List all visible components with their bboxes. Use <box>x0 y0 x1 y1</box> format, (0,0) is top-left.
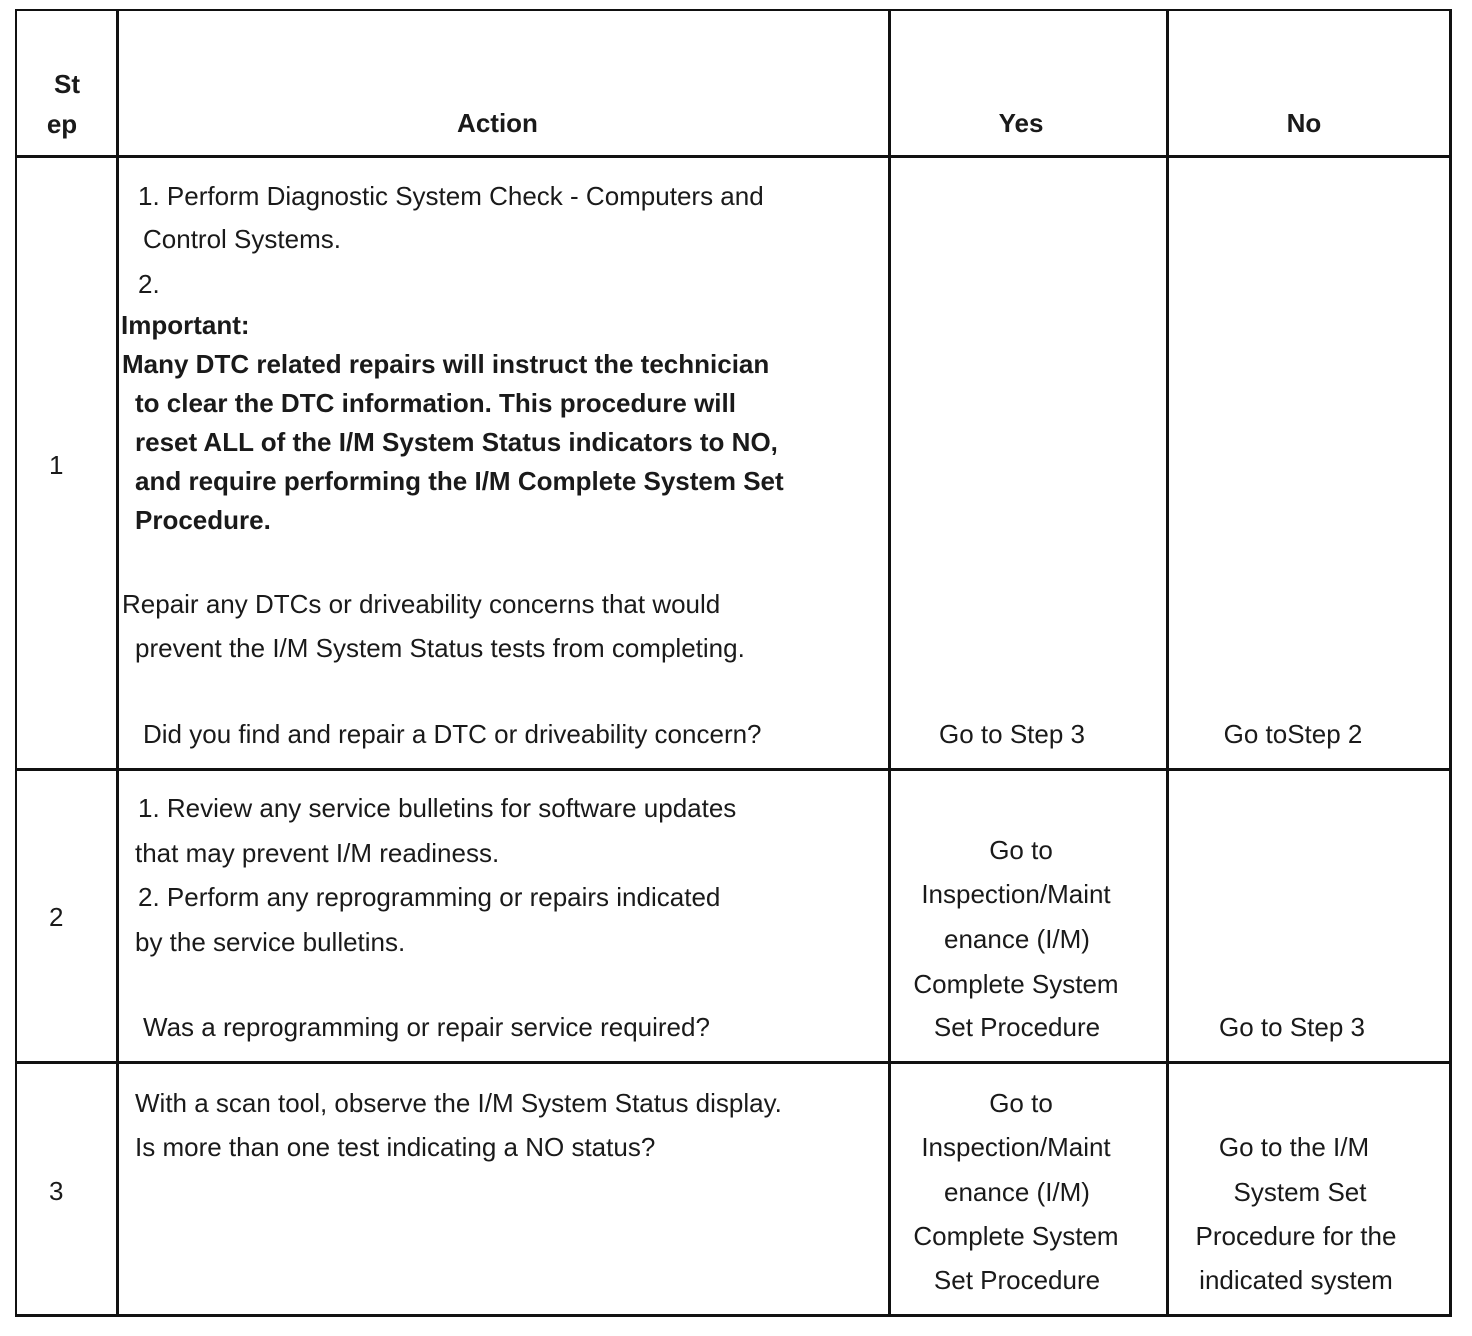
row1-action-item1: 1. Perform Diagnostic System Check - Computers and <box>138 181 764 211</box>
row3-yes-line3: enance (I/M) <box>944 1177 1090 1207</box>
important-text-line3: reset ALL of the I/M System Status indicators to NO, <box>135 427 778 457</box>
row3-no-line2: System Set <box>1233 1177 1367 1207</box>
row1-action-item2: 2. <box>138 269 160 299</box>
row1-step: 1 <box>49 450 64 480</box>
important-text-line1: Many DTC related repairs will instruct the technician <box>122 349 770 379</box>
row2-question: Was a reprogramming or repair service required? <box>143 1012 710 1042</box>
table-border-top <box>16 9 1452 11</box>
row3-yes-line2: Inspection/Maint <box>921 1132 1111 1162</box>
row2-yes-line3: enance (I/M) <box>944 924 1090 954</box>
header-step-line2: ep <box>46 109 78 139</box>
header-action: Action <box>457 108 538 138</box>
table-border-bottom <box>16 1314 1452 1317</box>
table-border-right <box>1449 9 1452 1317</box>
col-divider-step <box>116 9 119 1317</box>
row3-no-line3: Procedure for the <box>1195 1221 1397 1251</box>
header-step-line1: St <box>54 69 80 99</box>
row1-repair-line2: prevent the I/M System Status tests from completing. <box>135 633 745 663</box>
row2-yes-line5: Set Procedure <box>933 1012 1101 1042</box>
row2-step: 2 <box>49 902 64 932</box>
row1-action-item1-cont: Control Systems. <box>143 224 341 254</box>
header-no: No <box>1286 108 1322 138</box>
row2-action-item1: 1. Review any service bulletins for software updates <box>138 793 737 823</box>
row2-yes-line1: Go to <box>989 835 1053 865</box>
row2-no: Go to Step 3 <box>1219 1012 1365 1042</box>
row2-action-item2: 2. Perform any reprogramming or repairs indicated <box>138 882 721 912</box>
row3-no-line1: Go to the I/M <box>1218 1132 1370 1162</box>
important-text-line4: and require performing the I/M Complete System Set <box>135 466 784 496</box>
row2-action-item1-cont: that may prevent I/M readiness. <box>135 838 500 868</box>
row1-repair-line1: Repair any DTCs or driveability concerns that would <box>122 589 721 619</box>
row1-no: Go toStep 2 <box>1223 719 1363 749</box>
row1-question: Did you find and repair a DTC or driveability concern? <box>143 719 762 749</box>
row-divider-1 <box>16 768 1452 771</box>
row2-action-item2-cont: by the service bulletins. <box>135 927 406 957</box>
row3-yes-line4: Complete System <box>913 1221 1119 1251</box>
row3-yes-line5: Set Procedure <box>933 1265 1101 1295</box>
row1-yes: Go to Step 3 <box>939 719 1085 749</box>
col-divider-action <box>888 9 891 1317</box>
row3-yes-line1: Go to <box>989 1088 1053 1118</box>
header-divider <box>16 155 1452 158</box>
row2-yes-line4: Complete System <box>913 969 1119 999</box>
important-label: Important: <box>121 310 250 340</box>
row2-yes-line2: Inspection/Maint <box>921 879 1111 909</box>
col-divider-yes <box>1166 9 1169 1317</box>
row3-step: 3 <box>49 1176 64 1206</box>
important-text-line5: Procedure. <box>135 505 271 535</box>
row3-action-line1: With a scan tool, observe the I/M System Status display. <box>135 1088 782 1118</box>
important-text-line2: to clear the DTC information. This procedure will <box>135 388 736 418</box>
row3-action-line2: Is more than one test indicating a NO status? <box>135 1132 656 1162</box>
row3-no-line4: indicated system <box>1199 1265 1393 1295</box>
header-yes: Yes <box>998 108 1044 138</box>
table-border-left <box>15 9 17 1317</box>
row-divider-2 <box>16 1061 1452 1064</box>
